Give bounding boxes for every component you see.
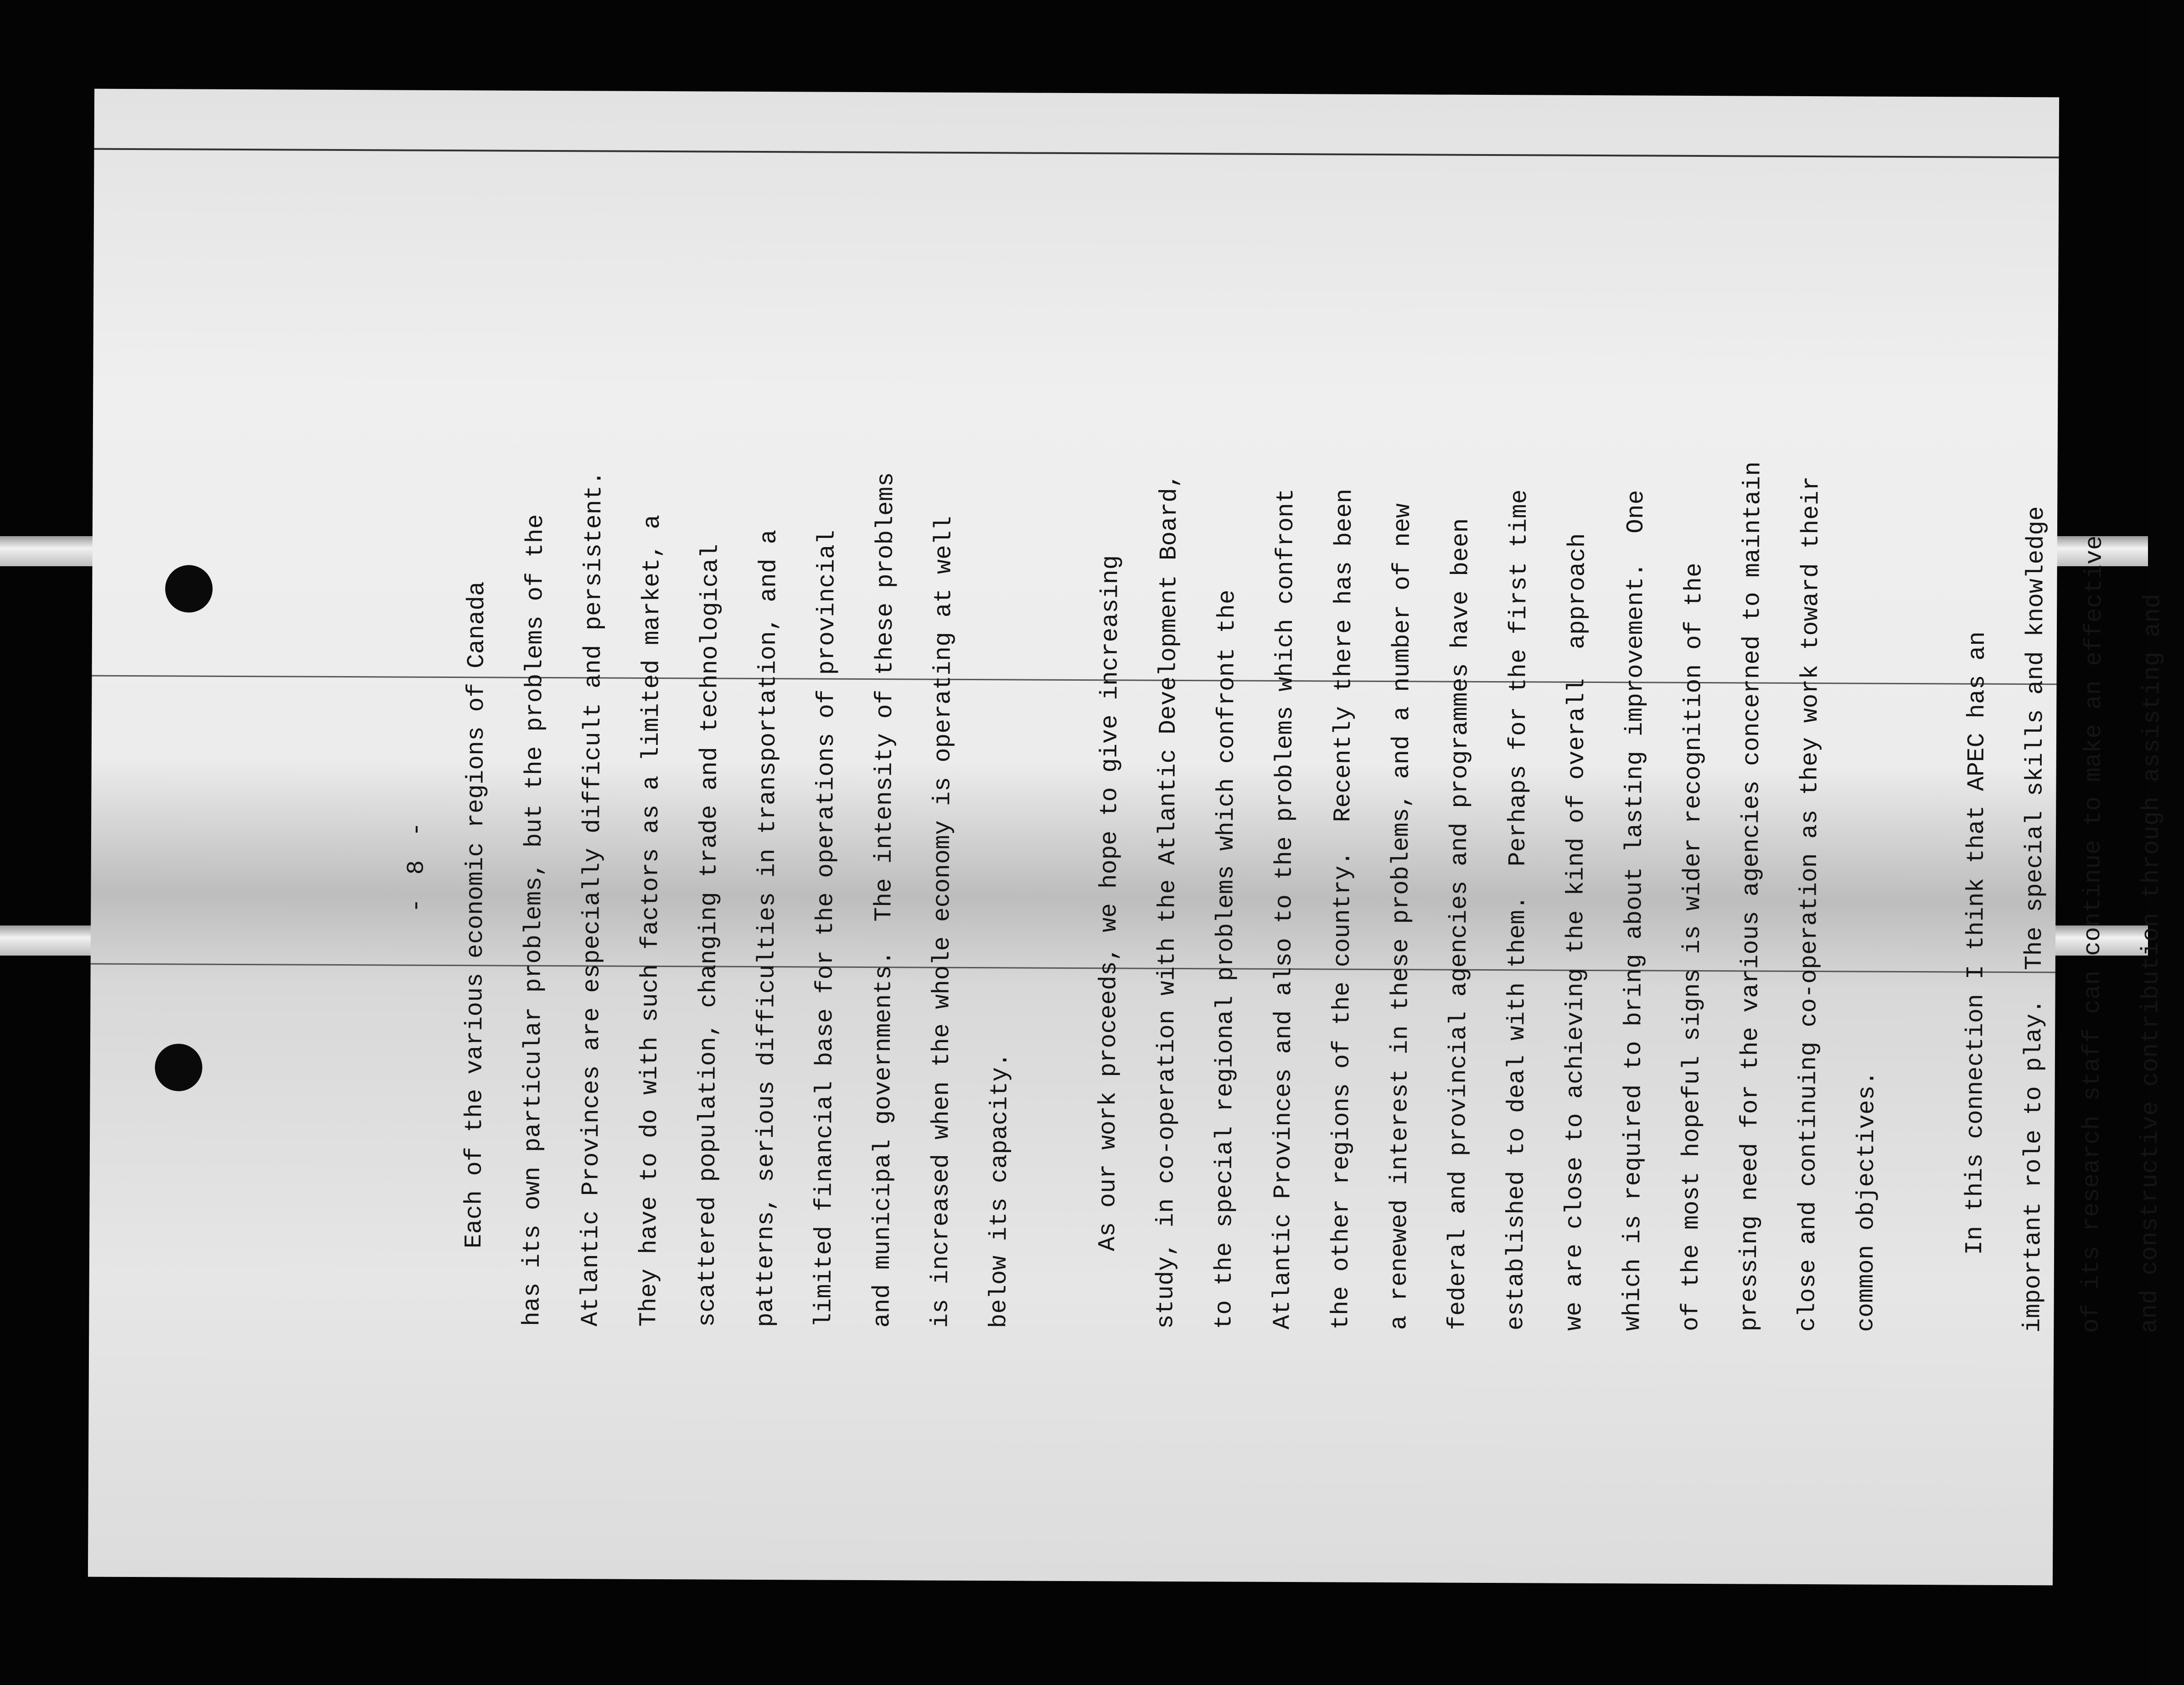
paragraph-gap (1028, 398, 1082, 1328)
text-line: and constructive contribution through assisting and (2136, 594, 2167, 1334)
text-line: below its capacity. (985, 1052, 1014, 1328)
text-line: limited financial base for the operations of provincial (810, 530, 841, 1328)
document-page (88, 89, 2167, 1586)
text-line: we are close to achieving the kind of overall approach (1560, 533, 1591, 1331)
paragraph-gap (1895, 402, 1949, 1332)
text-line: of the most hopeful signs is wider recognition of the (1677, 563, 1708, 1332)
text-line: Atlantic Provinces are especially difficult and persistent. (577, 470, 608, 1327)
text-line: the other regions of the country. Recently there has been (1327, 488, 1358, 1330)
text-line: to the special regional problems which confront the (1210, 589, 1241, 1329)
text-line: scattered population, changing trade and technological (693, 543, 724, 1327)
text-line: Each of the various economic regions of Canada (460, 581, 491, 1249)
binder-hole (165, 565, 212, 612)
paragraph (1078, 398, 1899, 1332)
text-line: They have to do with such factors as a limited market, a (635, 514, 666, 1327)
binder-hole (155, 1044, 202, 1091)
document-body (444, 396, 2183, 1334)
text-line: important role to play. The special skills and knowledge (2019, 506, 2050, 1333)
text-line: close and continuing co-operation as they work toward their (1794, 476, 1825, 1332)
rotated-text-block (312, 386, 2167, 1350)
paragraph (1945, 402, 2183, 1333)
text-line: common objectives. (1852, 1070, 1881, 1332)
text-line: which is required to bring about lasting improvement. One (1619, 490, 1650, 1331)
text-line: In this connection I think that APEC has an (1961, 631, 1991, 1255)
text-line: pressing need for the various agencies concerned to maintain (1735, 461, 1767, 1332)
ruled-line (94, 148, 2059, 159)
text-line: federal and provincial agencies and programmes have been (1444, 518, 1475, 1330)
text-line: is increased when the whole economy is operating at well (927, 516, 958, 1328)
page-number: - 8 - (403, 817, 431, 913)
text-line: patterns, serious difficulties in transportation, and a (752, 529, 783, 1328)
text-line: of its research staff can continue to make an effective (2077, 535, 2108, 1333)
text-line: established to deal with them. Perhaps for the first time (1502, 489, 1533, 1331)
text-line: a renewed interest in these problems, and a number of new (1385, 503, 1417, 1330)
text-line: and municipal governments. The intensity of these problems (868, 472, 900, 1328)
text-line: Atlantic Provinces and also to the problems which confront (1269, 488, 1300, 1330)
text-line: has its own particular problems, but the problems of the (518, 514, 550, 1326)
text-line: As our work proceeds, we hope to give increasing (1094, 555, 1125, 1251)
paragraph (444, 396, 1032, 1328)
text-line: study, in co-operation with the Atlantic Development Board, (1152, 473, 1183, 1329)
